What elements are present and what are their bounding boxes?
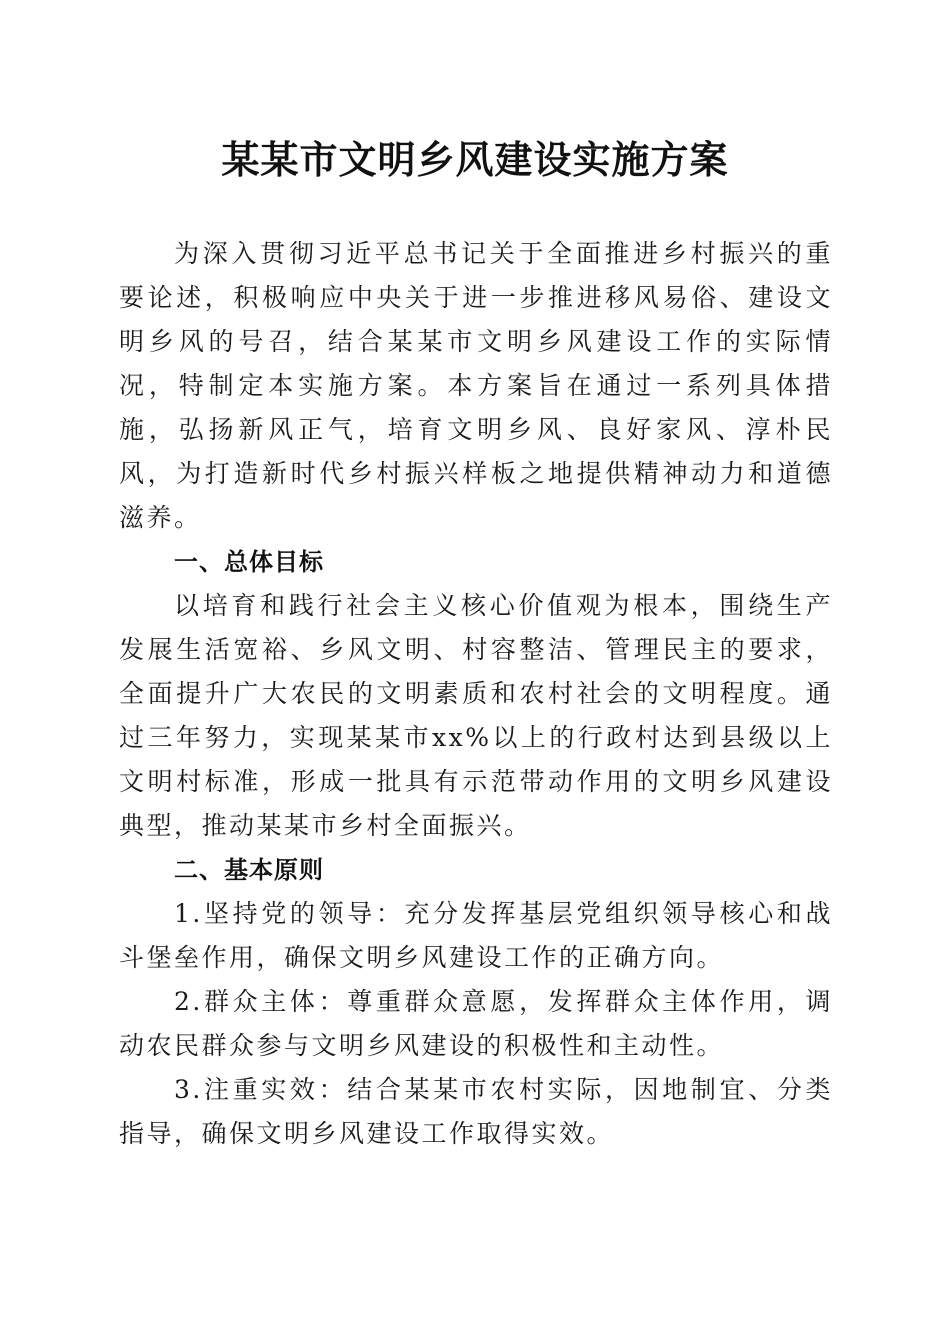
goals-paragraph: 以培育和践行社会主义核心价值观为根本，围绕生产发展生活宽裕、乡风文明、村容整洁、管理民主的要求，全面提升广大农民的文明素质和农村社会的文明程度。通过三年努力，实现某某市xx%以上的行政村达到县级以上文明村标准，形成一批具有示范带动作用的文明乡风建设典型，推动某某市乡村全面振兴。 — [119, 591, 833, 840]
document-title: 某某市文明乡风建设实施方案 — [221, 137, 729, 182]
principle-item-3: 3.注重实效：结合某某市农村实际，因地制宜、分类指导，确保文明乡风建设工作取得实效。 — [119, 1075, 833, 1148]
principle-item-1: 1.坚持党的领导：充分发挥基层党组织领导核心和战斗堡垒作用，确保文明乡风建设工作的正确方向。 — [119, 899, 833, 972]
document-body — [119, 232, 833, 1156]
section-heading-principles: 二、基本原则 — [174, 856, 324, 884]
section-heading-goals: 一、总体目标 — [174, 548, 324, 576]
intro-paragraph: 为深入贯彻习近平总书记关于全面推进乡村振兴的重要论述，积极响应中央关于进一步推进移风易俗、建设文明乡风的号召，结合某某市文明乡风建设工作的实际情况，特制定本实施方案。本方案旨在通过一系列具体措施，弘扬新风正气，培育文明乡风、良好家风、淳朴民风，为打造新时代乡村振兴样板之地提供精神动力和道德滋养。 — [119, 239, 833, 532]
principle-item-2: 2.群众主体：尊重群众意愿，发挥群众主体作用，调动农民群众参与文明乡风建设的积极性和主动性。 — [119, 987, 833, 1060]
